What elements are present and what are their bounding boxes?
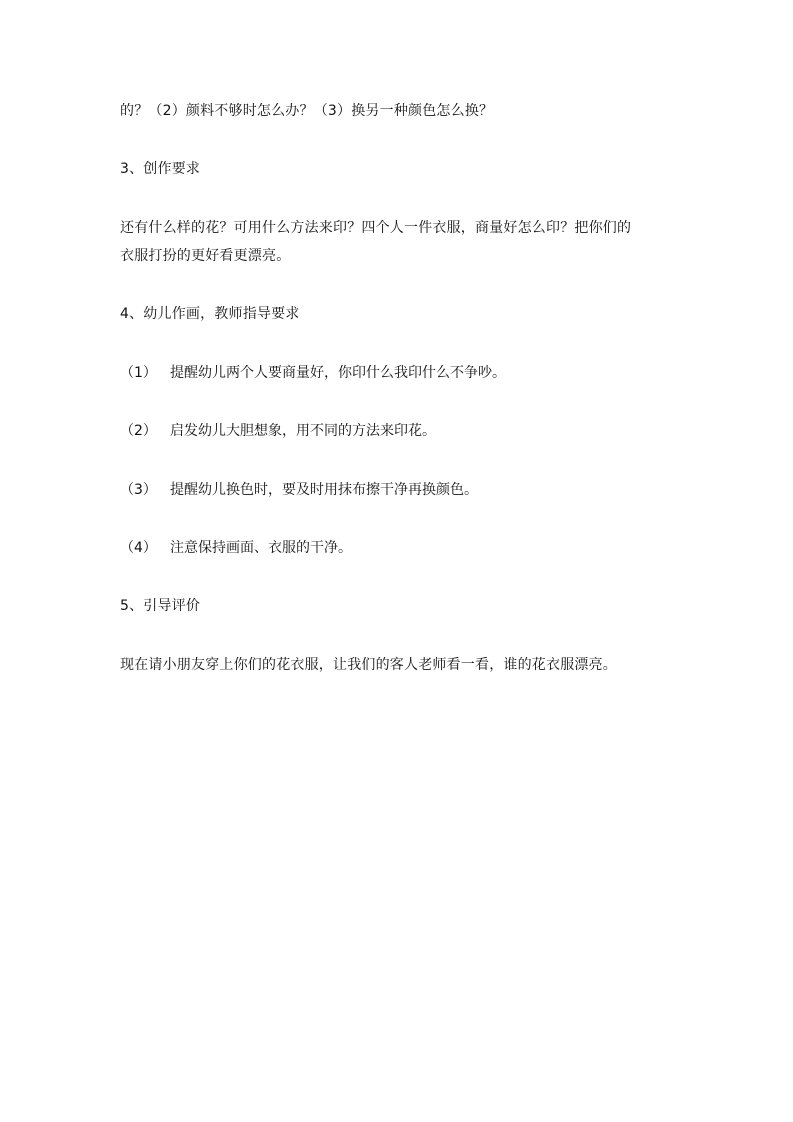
list-item-text: 提醒幼儿两个人要商量好，你印什么我印什么不争吵。 <box>170 365 506 381</box>
list-item-number: （2） <box>120 423 157 439</box>
list-item <box>120 363 506 383</box>
list-item-number: （3） <box>120 482 157 498</box>
section-heading-4: 4、幼儿作画，教师指导要求 <box>120 306 300 322</box>
paragraph-continuation: 的？（2）颜料不够时怎么办？（3）换另一种颜色怎么换？ <box>120 103 494 119</box>
paragraph-line: 现在请小朋友穿上你们的花衣服，让我们的客人老师看一看，谁的花衣服漂亮。 <box>120 657 617 673</box>
list-item-number: （1） <box>120 365 157 381</box>
list-item <box>120 480 478 500</box>
list-item-text: 提醒幼儿换色时，要及时用抹布擦干净再换颜色。 <box>170 482 478 498</box>
paragraph-line: 还有什么样的花？可用什么方法来印？四个人一件衣服，商量好怎么印？把你们的 <box>120 220 632 236</box>
section-heading-3: 3、创作要求 <box>120 161 201 177</box>
list-item-text: 注意保持画面、衣服的干净。 <box>170 540 352 556</box>
section-heading-5: 5、引导评价 <box>120 598 201 614</box>
list-item-text: 启发幼儿大胆想象，用不同的方法来印花。 <box>170 423 436 439</box>
list-item-number: （4） <box>120 540 157 556</box>
list-item <box>120 421 436 441</box>
paragraph-line: 衣服打扮的更好看更漂亮。 <box>120 248 291 264</box>
list-item <box>120 538 352 558</box>
